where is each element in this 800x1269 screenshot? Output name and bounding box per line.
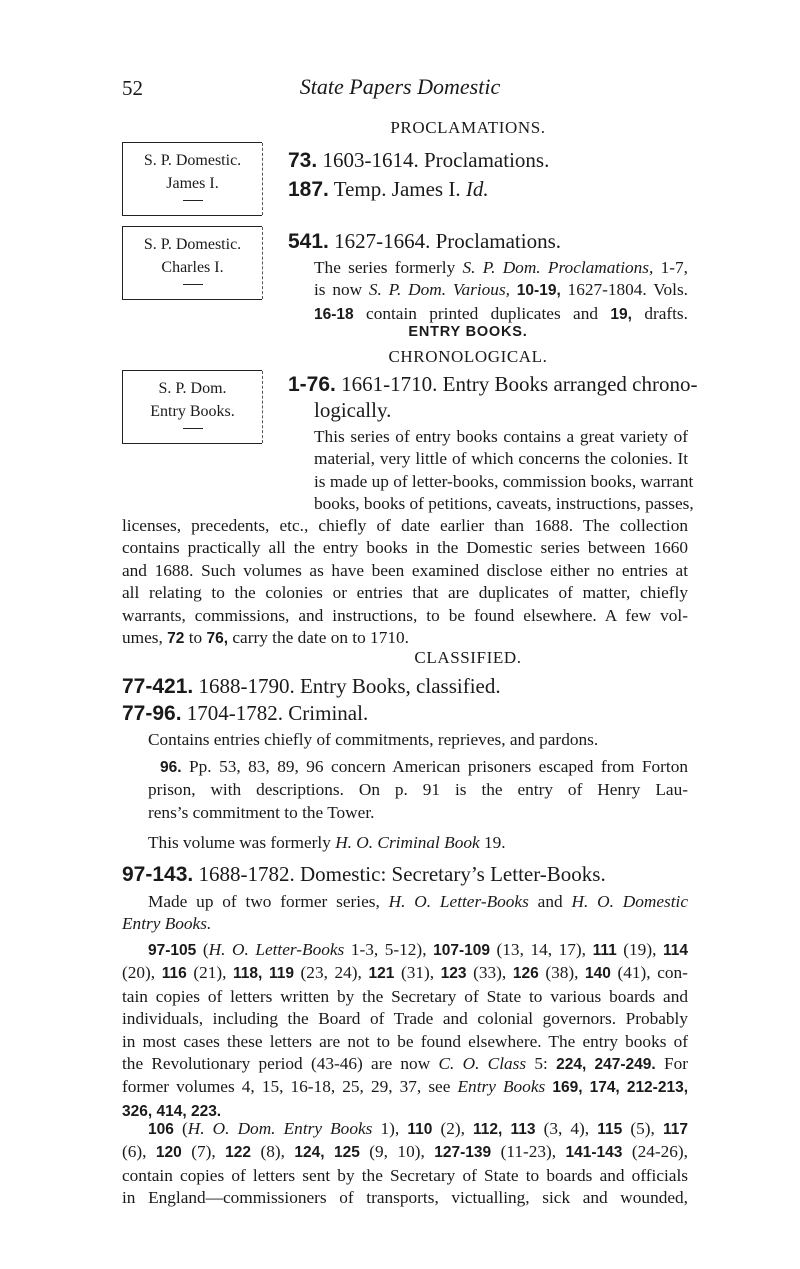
text-line bbox=[122, 962, 688, 985]
text-span: and 1688. Such volumes as have been examined disclose either no entries at bbox=[122, 560, 688, 580]
text-span: to bbox=[184, 628, 207, 648]
text-span: umes, bbox=[122, 628, 168, 648]
entry-number: 97-143. bbox=[122, 863, 194, 886]
paragraph-97-105 bbox=[122, 939, 688, 1123]
entry-97-143 bbox=[122, 862, 606, 887]
text-line bbox=[148, 802, 688, 824]
text-line bbox=[148, 729, 688, 751]
text-line bbox=[314, 279, 688, 302]
margin-rule bbox=[183, 428, 203, 429]
entry-541 bbox=[288, 229, 561, 254]
text-span: 122 bbox=[225, 1144, 252, 1162]
text-span: former volumes 4, 15, 16-18, 25, 29, 37, see bbox=[122, 1077, 458, 1097]
text-line bbox=[122, 1141, 688, 1164]
text-span: 111 bbox=[592, 942, 617, 959]
text-span: material, very little of which concerns the colonies. It bbox=[314, 449, 688, 469]
text-span: (19), bbox=[616, 940, 663, 959]
text-line bbox=[122, 986, 688, 1008]
running-title: State Papers Domestic bbox=[299, 74, 501, 99]
paragraph-1-76-a bbox=[314, 426, 694, 516]
text-line bbox=[122, 891, 688, 913]
text-span: Contains entries chiefly of commitments, reprieves, and pardons. bbox=[148, 730, 599, 749]
paragraph-106 bbox=[122, 1118, 688, 1210]
text-span: (33), bbox=[466, 963, 513, 983]
paragraph-77-96 bbox=[148, 729, 688, 751]
margin-box-line: S. P. Dom. bbox=[158, 380, 227, 397]
heading-chronological: CHRONOLOGICAL. bbox=[388, 347, 548, 366]
text-span: 10-19, bbox=[516, 282, 561, 300]
text-span: S. P. Dom. Proclamations, bbox=[462, 258, 654, 277]
text-span: (3, 4), bbox=[535, 1119, 598, 1138]
entry-text: Temp. James I. bbox=[333, 177, 466, 201]
text-span: S. P. Dom. Various, bbox=[368, 280, 510, 300]
text-span: 121 bbox=[368, 965, 395, 983]
entry-77-421 bbox=[122, 674, 501, 699]
entry-text: 1688-1782. Domestic: Secretary’s Letter-Books. bbox=[198, 862, 606, 886]
text-span: 169, 174, 212-213, bbox=[552, 1079, 689, 1097]
text-span: (21), bbox=[186, 963, 234, 983]
heading-proclamations: PROCLAMATIONS. bbox=[390, 118, 546, 137]
margin-box-line: Entry Books. bbox=[150, 403, 235, 420]
text-span: 110 bbox=[407, 1121, 433, 1138]
text-span: contain copies of letters sent by the Secretary of State to boards and officials bbox=[122, 1165, 688, 1185]
text-span: drafts. bbox=[631, 303, 688, 323]
margin-rule bbox=[183, 200, 203, 201]
text-line bbox=[122, 560, 688, 582]
text-span: the Revolutionary period (43-46) are now bbox=[122, 1054, 439, 1074]
entry-text: 1627-1664. Proclamations. bbox=[334, 229, 562, 253]
text-line bbox=[314, 448, 688, 470]
margin-box-james bbox=[122, 142, 262, 216]
entry-1-76 bbox=[288, 372, 697, 397]
text-line bbox=[148, 832, 688, 854]
entry-77-96 bbox=[122, 701, 368, 726]
text-span: 72 bbox=[167, 630, 185, 648]
text-span: tain copies of letters written by the Secretary of State to various boards and bbox=[122, 986, 688, 1006]
text-line bbox=[314, 426, 688, 448]
text-span: 19. bbox=[479, 833, 506, 852]
entry-187 bbox=[288, 177, 489, 202]
paragraph-96 bbox=[148, 756, 688, 824]
text-span: 141-143 bbox=[565, 1144, 623, 1162]
entry-number: 1-76. bbox=[288, 373, 336, 396]
text-line bbox=[122, 1118, 688, 1141]
text-line bbox=[122, 1031, 688, 1053]
margin-box-line: James I. bbox=[166, 175, 219, 192]
text-span: books, books of petitions, caveats, instructions, passes, bbox=[314, 494, 694, 514]
text-span: contain printed duplicates and bbox=[353, 303, 611, 323]
text-span: 114 bbox=[662, 942, 688, 959]
text-span: carry the date on to 1710. bbox=[228, 628, 409, 648]
text-line bbox=[122, 582, 688, 604]
text-span: 1-3, 5-12), bbox=[344, 940, 434, 959]
text-span: (6), bbox=[122, 1142, 156, 1162]
text-span: 96. bbox=[160, 759, 182, 776]
text-span: This series of entry books contains a great variety of bbox=[314, 427, 688, 446]
text-span: warrants, commissions, and instructions, to be found elsewhere. A few vol- bbox=[122, 605, 688, 625]
text-span: is made up of letter-books, commission books, warrant bbox=[314, 471, 694, 491]
text-line bbox=[314, 493, 694, 515]
text-span: and bbox=[528, 892, 572, 911]
entry-number: 541. bbox=[288, 230, 329, 253]
heading-classified: CLASSIFIED. bbox=[414, 648, 522, 667]
text-span: For bbox=[655, 1054, 688, 1074]
text-line bbox=[122, 1008, 688, 1030]
text-line bbox=[122, 605, 688, 627]
text-span: H. O. Letter-Books bbox=[388, 892, 529, 911]
text-span bbox=[510, 280, 517, 299]
text-line bbox=[122, 515, 688, 537]
entry-text: 1661-1710. Entry Books arranged chrono- bbox=[341, 372, 698, 396]
text-span: 123 bbox=[440, 965, 467, 983]
margin-box-entry-books bbox=[122, 370, 262, 444]
paragraph-1-76-b bbox=[122, 515, 688, 650]
text-span: 224, 247-249. bbox=[556, 1056, 656, 1074]
text-span: (41), con- bbox=[610, 963, 688, 983]
margin-box-charles bbox=[122, 226, 262, 300]
text-span: 120 bbox=[155, 1144, 182, 1162]
heading-entry-books: ENTRY BOOKS. bbox=[408, 324, 528, 340]
text-span: 127-139 bbox=[434, 1144, 492, 1162]
text-span: Made up of two former series, bbox=[148, 892, 389, 911]
text-span: (13, 14, 17), bbox=[489, 940, 593, 959]
text-line bbox=[122, 1053, 688, 1076]
text-span: 19, bbox=[610, 305, 632, 323]
text-span: (2), bbox=[432, 1119, 474, 1138]
paragraph-96-note bbox=[148, 832, 688, 854]
text-span: 5: bbox=[526, 1054, 557, 1074]
text-span: prison, with descriptions. On p. 91 is the entry of Henry Lau- bbox=[148, 780, 688, 800]
text-span: (31), bbox=[394, 963, 441, 983]
text-line bbox=[314, 257, 688, 279]
text-span: (23, 24), bbox=[293, 963, 369, 983]
text-span: 112, 113 bbox=[473, 1121, 536, 1138]
text-span: 107-109 bbox=[433, 942, 490, 959]
entry-number: 187. bbox=[288, 178, 329, 201]
entry-number: 73. bbox=[288, 149, 318, 172]
text-line bbox=[122, 1165, 688, 1187]
entry-italic: Id. bbox=[465, 177, 489, 201]
text-span: ( bbox=[173, 1119, 188, 1138]
entry-1-76-cont: logically. bbox=[314, 398, 392, 422]
text-span: Entry Books bbox=[457, 1077, 546, 1097]
text-span: 115 bbox=[597, 1121, 623, 1138]
text-line bbox=[314, 303, 688, 326]
text-line bbox=[148, 756, 688, 779]
paragraph-541 bbox=[314, 257, 688, 326]
entry-number: 77-96. bbox=[122, 702, 182, 725]
text-span: (8), bbox=[251, 1142, 295, 1162]
text-span: H. O. Letter-Books bbox=[208, 940, 345, 959]
text-span: C. O. Class bbox=[438, 1054, 527, 1074]
entry-number: 77-421. bbox=[122, 675, 194, 698]
text-span: 118, 119 bbox=[233, 965, 294, 983]
text-span: rens’s commitment to the Tower. bbox=[148, 802, 375, 822]
text-span: (20), bbox=[122, 963, 162, 983]
text-span: The series formerly bbox=[314, 258, 463, 277]
page-number: 52 bbox=[122, 76, 143, 100]
margin-box-line: S. P. Domestic. bbox=[143, 152, 242, 169]
text-span: 126 bbox=[512, 965, 539, 983]
text-span: Pp. 53, 83, 89, 96 concern American prisoners escaped from Forton bbox=[181, 757, 688, 776]
text-span: licenses, precedents, etc., chiefly of date earlier than 1688. The collection bbox=[122, 516, 688, 535]
text-span: (9, 10), bbox=[359, 1142, 435, 1162]
margin-rule bbox=[183, 284, 203, 285]
entry-73 bbox=[288, 148, 549, 173]
margin-box-line: Charles I. bbox=[161, 259, 224, 276]
text-span: H. O. Dom. Entry Books bbox=[187, 1119, 373, 1138]
text-span: 326, 414, 223. bbox=[122, 1102, 222, 1120]
text-span: Entry Books. bbox=[122, 914, 212, 934]
text-span: (7), bbox=[181, 1142, 226, 1162]
text-span: 140 bbox=[585, 965, 611, 983]
text-span: 1-7, bbox=[653, 258, 688, 277]
text-span: H. O. Criminal Book bbox=[335, 833, 480, 852]
text-span: ( bbox=[196, 940, 209, 959]
text-span: in most cases these letters are not to be found elsewhere. The entry books of bbox=[122, 1031, 688, 1051]
text-line bbox=[122, 627, 688, 650]
paragraph-97-143-a bbox=[122, 891, 688, 936]
text-span: contains practically all the entry books in the Domestic series between 1660 bbox=[122, 538, 688, 558]
text-line bbox=[122, 1187, 688, 1209]
text-span: 1627-1804. Vols. bbox=[560, 280, 688, 300]
text-span: This volume was formerly bbox=[148, 833, 336, 852]
text-span: 116 bbox=[161, 965, 187, 983]
text-span: in England—commissioners of transports, victualling, sick and wounded, bbox=[122, 1188, 688, 1208]
entry-text: 1704-1782. Criminal. bbox=[186, 701, 369, 725]
text-line bbox=[122, 913, 688, 935]
text-span: (5), bbox=[622, 1119, 663, 1138]
text-span: (24-26), bbox=[622, 1142, 688, 1162]
text-span: H. O. Domestic bbox=[571, 892, 689, 911]
text-line bbox=[314, 471, 694, 493]
text-span: 1), bbox=[372, 1119, 408, 1138]
text-line bbox=[122, 1076, 688, 1099]
text-span: is now bbox=[314, 280, 369, 300]
text-span: 76, bbox=[206, 630, 229, 648]
text-span: 106 bbox=[148, 1121, 174, 1138]
text-line bbox=[122, 939, 688, 962]
entry-text: 1603-1614. Proclamations. bbox=[322, 148, 550, 172]
margin-box-line: S. P. Domestic. bbox=[143, 236, 242, 253]
text-span: 16-18 bbox=[314, 305, 354, 323]
text-span: all relating to the colonies or entries that are duplicates of matter, chiefly bbox=[122, 583, 688, 603]
text-span: 117 bbox=[662, 1121, 688, 1138]
text-span: (38), bbox=[538, 963, 586, 983]
text-line bbox=[148, 779, 688, 801]
text-span: individuals, including the Board of Trade and colonial governors. Probably bbox=[122, 1009, 688, 1029]
text-span: 124, 125 bbox=[294, 1144, 360, 1162]
text-span: (11-23), bbox=[491, 1142, 566, 1162]
text-line bbox=[122, 537, 688, 559]
text-span: 97-105 bbox=[148, 942, 197, 959]
entry-text: 1688-1790. Entry Books, classified. bbox=[198, 674, 501, 698]
